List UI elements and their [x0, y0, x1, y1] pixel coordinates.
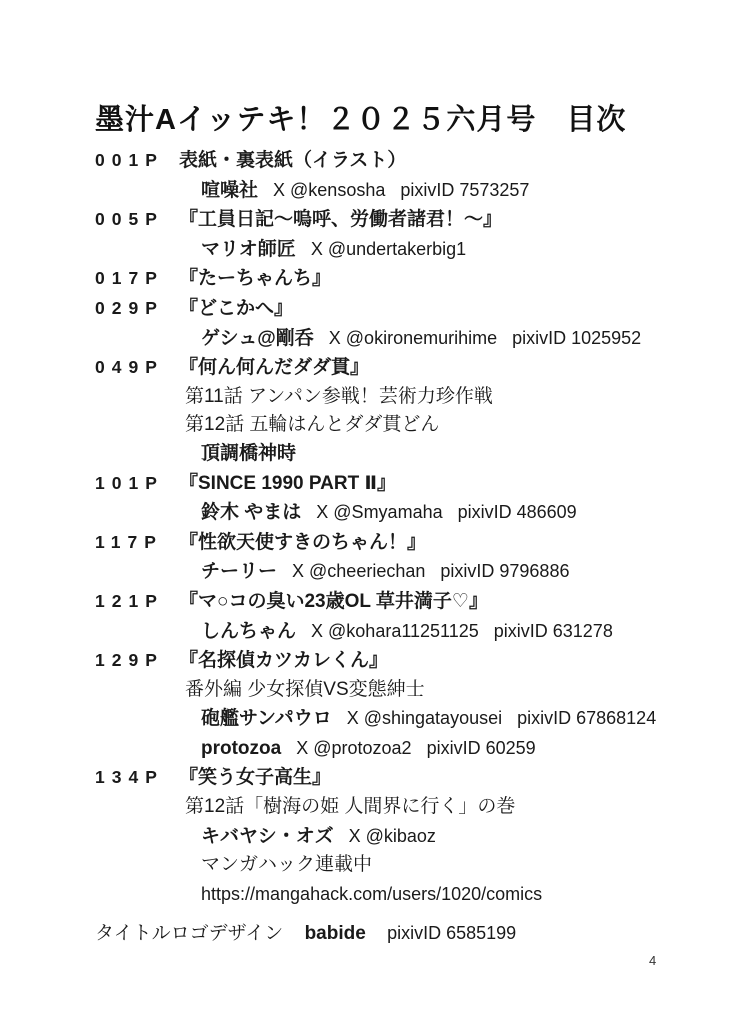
toc-entry-row: [95, 353, 655, 383]
entry-title: 『笑う女子高生』: [179, 767, 332, 789]
entry-title: 『性欲天使すきのちゃん！』: [179, 531, 427, 553]
page-title: 墨汁Aイッテキ！２０２５六月号 目次: [95, 104, 627, 137]
x-handle: X @kensosha: [273, 179, 386, 200]
x-handle: X @kibaoz: [348, 825, 436, 846]
author-name: キバヤシ・オズ: [201, 825, 334, 847]
pixiv-id: pixivID 9796886: [440, 561, 570, 582]
author-name: しんちゃん: [201, 620, 297, 642]
x-handle: X @protozoa2: [296, 737, 412, 758]
title-logo-credit-pixiv: pixivID 6585199: [387, 923, 517, 943]
toc-entry-row: [95, 646, 655, 676]
title-logo-credit-name: babide: [304, 923, 366, 944]
entry-title: 『マ○コの臭い23歳OL 草井満子♡』: [179, 590, 488, 612]
toc-entry-row: [95, 528, 655, 558]
entry-credit-line: [95, 734, 655, 764]
entry-page-number: 101P: [95, 472, 164, 493]
entry-credit-line: [95, 324, 655, 354]
author-name: 砲艦サンパウロ: [201, 708, 332, 730]
entry-page-number: 005P: [95, 209, 164, 230]
line-text: 第12話「樹海の姫 人間界に行く」の巻: [185, 796, 516, 818]
toc-entry-row: [95, 294, 655, 324]
entry-credit-line: [95, 557, 655, 587]
entry-page-number: 121P: [95, 590, 164, 611]
pixiv-id: pixivID 1025952: [512, 327, 642, 348]
entry-note-line: [95, 851, 655, 880]
entry-title: 表紙・裏表紙（イラスト）: [179, 150, 407, 171]
x-handle: X @undertakerbig1: [310, 238, 467, 259]
entry-title: 『たーちゃんち』: [179, 268, 332, 290]
entry-page-number: 029P: [95, 297, 164, 318]
toc-list: [95, 146, 655, 908]
line-text: https://mangahack.com/users/1020/comics: [201, 883, 543, 904]
entry-episode-line: [95, 383, 655, 412]
entry-credit-line: [95, 617, 655, 647]
author-name: チーリー: [201, 561, 278, 583]
x-handle: X @kohara11251125: [311, 620, 479, 641]
pixiv-id: pixivID 631278: [493, 620, 613, 641]
line-text: マンガハック連載中: [201, 854, 373, 876]
entry-credit-line: [95, 235, 655, 265]
entry-page-number: 129P: [95, 650, 164, 671]
page-number: 4: [649, 953, 657, 968]
entry-title: 『何ん何んだダダ貫』: [179, 357, 370, 379]
toc-entry-row: [95, 587, 655, 617]
entry-note-line: [95, 880, 655, 909]
entry-page-number: 117P: [95, 531, 163, 552]
toc-entry-row: [95, 146, 655, 176]
pixiv-id: pixivID 7573257: [400, 179, 530, 200]
entry-title: 『SINCE 1990 PART Ⅱ』: [179, 472, 396, 494]
author-name: 鈴木 やまは: [201, 502, 302, 524]
x-handle: X @shingatayousei: [346, 708, 503, 729]
entry-credit-line: [95, 176, 655, 206]
toc-entry-row: [95, 763, 655, 793]
author-name: protozoa: [201, 737, 282, 759]
pixiv-id: pixivID 67868124: [517, 708, 657, 729]
line-text: 第12話 五輪はんとダダ貫どん: [185, 414, 440, 436]
author-name: 喧噪社: [201, 179, 259, 201]
author-name: ゲシュ@剛呑: [201, 327, 314, 349]
entry-page-number: 001P: [95, 150, 164, 170]
pixiv-id: pixivID 486609: [457, 502, 577, 523]
title-logo-credit: [95, 918, 532, 945]
toc-entry-row: [95, 469, 655, 499]
entry-episode-line: [95, 676, 655, 705]
entry-title: 『名探偵カツカレくん』: [179, 650, 389, 672]
entry-page-number: 049P: [95, 357, 164, 378]
toc-entry-row: [95, 205, 655, 235]
line-text: 第11話 アンパン参戦！芸術力珍作戦: [185, 385, 493, 407]
title-logo-credit-label: タイトルロゴデザイン: [95, 923, 284, 944]
pixiv-id: pixivID 60259: [426, 737, 536, 758]
entry-title: 『工員日記～嗚呼、労働者諸君！～』: [179, 209, 503, 231]
entry-title: 『どこかへ』: [179, 297, 294, 319]
entry-credit-line: [95, 704, 655, 734]
entry-credit-line: [95, 822, 655, 852]
entry-page-number: 017P: [95, 268, 164, 289]
entry-credit-line: [95, 498, 655, 528]
x-handle: X @Smyamaha: [316, 502, 443, 523]
x-handle: X @cheeriechan: [292, 561, 426, 582]
author-name: マリオ師匠: [201, 238, 296, 260]
entry-episode-line: [95, 411, 655, 440]
line-text: 番外編 少女探偵VS変態紳士: [185, 678, 425, 700]
entry-page-number: 134P: [95, 767, 164, 788]
entry-episode-line: [95, 793, 655, 822]
author-name: 頂調橋神時: [201, 442, 297, 464]
entry-credit-line: [95, 440, 655, 469]
toc-entry-row: [95, 264, 655, 294]
x-handle: X @okironemurihime: [328, 327, 498, 348]
